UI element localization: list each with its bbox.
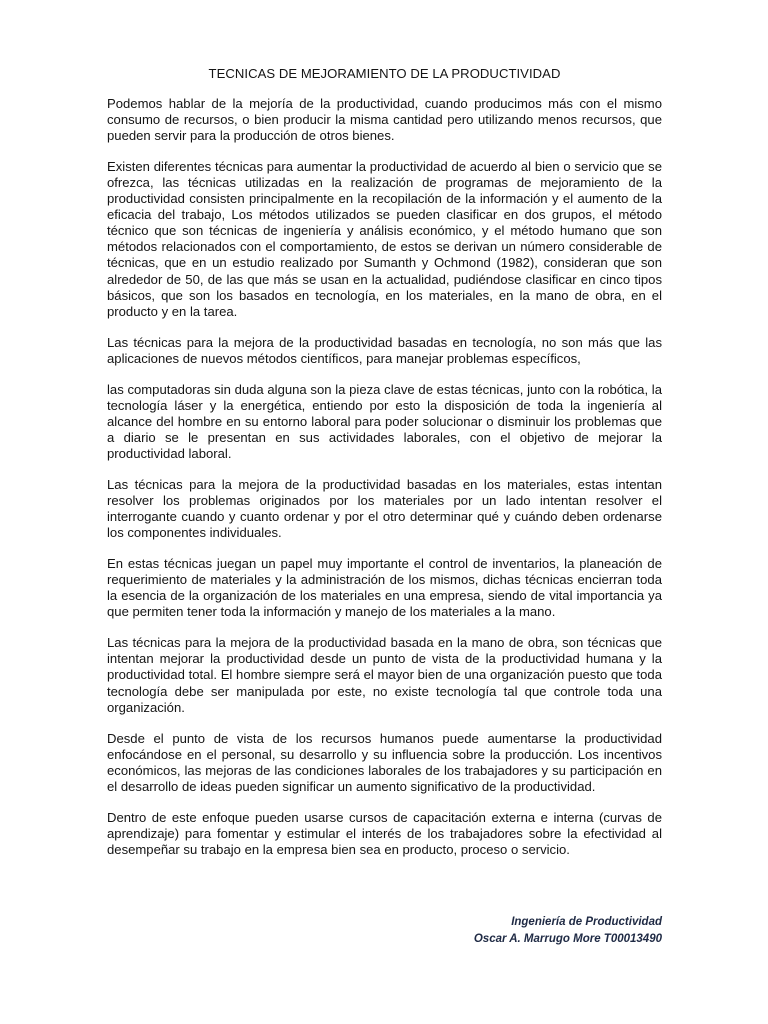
document-title: TECNICAS DE MEJORAMIENTO DE LA PRODUCTIVIDAD bbox=[208, 66, 561, 81]
paragraph-computers: las computadoras sin duda alguna son la pieza clave de estas técnicas, junto con la robótica, la tecnología láser y la energética, entiendo por esto la disposición de toda la ingeniería al alcance del hombre en su entorno laboral para poder solucionar o disminuir los problemas que a diario se le presentan en sus actividades laborales, con el objetivo de mejorar la productividad laboral. bbox=[107, 381, 662, 461]
paragraph-training: Dentro de este enfoque pueden usarse cursos de capacitación externa e interna (curvas de aprendizaje) para fomentar y estimular el interés de los trabajadores sobre la efectividad al desempeñar su trabajo en la empresa bien sea en producto, proceso o servicio. bbox=[107, 809, 662, 857]
document-footer bbox=[474, 914, 662, 948]
paragraph-intro: Podemos hablar de la mejoría de la productividad, cuando producimos más con el mismo consumo de recursos, o bien producir la misma cantidad pero utilizando menos recursos, que pueden servir para la producción de otros bienes. bbox=[107, 96, 662, 144]
paragraph-labor-techniques: Las técnicas para la mejora de la productividad basada en la mano de obra, son técnicas que intentan mejorar la productividad desde un punto de vista de la productividad humana y la productividad total. El hombre siempre será el mayor bien de una organización puesto que toda tecnología debe ser manipulada por este, no existe tecnología tal que controle toda una organización. bbox=[107, 635, 662, 715]
footer-course: Ingeniería de Productividad bbox=[511, 916, 662, 928]
footer-author: Oscar A. Marrugo More T00013490 bbox=[473, 933, 662, 945]
paragraph-inventory-control: En estas técnicas juegan un papel muy importante el control de inventarios, la planeación de requerimiento de materiales y la administración de los mismos, dichas técnicas encierran toda la esencia de la organización de los materiales en una empresa, siendo de vital importancia ya que permiten tener toda la información y manejo de los materiales a la mano. bbox=[107, 556, 662, 620]
paragraph-human-resources: Desde el punto de vista de los recursos humanos puede aumentarse la productividad enfocándose en el personal, su desarrollo y su influencia sobre la producción. Los incentivos económicos, las mejoras de las condiciones laborales de los trabajadores y su participación en el desarrollo de ideas pueden significar un aumento significativo de la productividad. bbox=[107, 730, 662, 794]
paragraph-technology-techniques: Las técnicas para la mejora de la productividad basadas en tecnología, no son más que las aplicaciones de nuevos métodos científicos, para manejar problemas específicos, bbox=[107, 334, 662, 366]
paragraph-techniques-overview: Existen diferentes técnicas para aumentar la productividad de acuerdo al bien o servicio que se ofrezca, las técnicas utilizadas en la realización de programas de mejoramiento de la productividad consisten principalmente en la recopilación de la información y el aumento de la eficacia del trabajo, Los métodos utilizados se pueden clasificar en dos grupos, el método técnico que son técnicas de ingeniería y análisis económico, y el método humano que son métodos relacionados con el comportamiento, de estos se derivan un número considerable de técnicas, que en un estudio realizado por Sumanth y Ochmond (1982), consideran que son alrededor de 50, de las que más se usan en la actualidad, pudiéndose clasificar en cinco tipos básicos, que son los basados en tecnología, en los materiales, en la mano de obra, en el producto y en la tarea. bbox=[107, 159, 662, 319]
document-body bbox=[107, 66, 662, 873]
paragraph-materials-techniques: Las técnicas para la mejora de la productividad basadas en los materiales, estas intentan resolver los problemas originados por los materiales por un lado intentan resolver el interrogante cuando y cuanto ordenar y por el otro determinar qué y cuándo deben ordenarse los componentes individuales. bbox=[107, 476, 662, 541]
